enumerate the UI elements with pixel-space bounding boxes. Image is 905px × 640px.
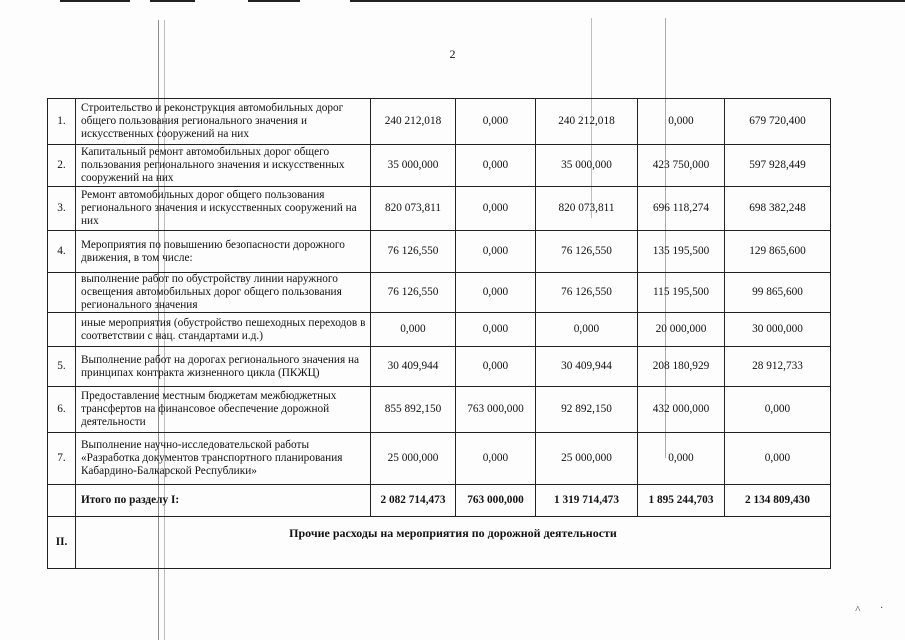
- total-row-number: [48, 485, 76, 517]
- row-value-v3: 35 000,000: [536, 145, 638, 187]
- row-name: Выполнение работ на дорогах регионального значения на принципах контракта жизненного цикла (ПКЖЦ): [76, 347, 371, 387]
- row-name: выполнение работ по обустройству линии наружного освещения автомобильных дорог общего пользования регионального значения: [76, 273, 371, 313]
- row-number: 6.: [48, 387, 76, 433]
- row-number: 4.: [48, 231, 76, 273]
- scan-speck: ·: [880, 603, 884, 614]
- row-value-v5: 698 382,248: [725, 187, 831, 231]
- row-value-v2: 0,000: [456, 145, 536, 187]
- table-row: [48, 387, 831, 433]
- row-value-v3: 25 000,000: [536, 433, 638, 485]
- table-row: [48, 433, 831, 485]
- scan-artifact-line: [150, 0, 195, 2]
- section-number: II.: [48, 517, 76, 569]
- row-value-v4: 432 000,000: [638, 387, 725, 433]
- row-name: Предоставление местным бюджетам межбюджетных трансфертов на финансовое обеспечение дорожной деятельности: [76, 387, 371, 433]
- row-value-v5: 0,000: [725, 387, 831, 433]
- row-name: Капитальный ремонт автомобильных дорог общего пользования регионального значения и искусственных сооружений на них: [76, 145, 371, 187]
- total-value-v3: 1 319 714,473: [536, 485, 638, 517]
- scan-artifact-line: [60, 0, 130, 2]
- row-value-v2: 0,000: [456, 313, 536, 347]
- row-number: 3.: [48, 187, 76, 231]
- row-value-v2: 0,000: [456, 273, 536, 313]
- row-value-v1: 76 126,550: [371, 231, 456, 273]
- row-value-v4: 0,000: [638, 99, 725, 145]
- total-row: [48, 485, 831, 517]
- row-value-v1: 35 000,000: [371, 145, 456, 187]
- total-value-v2: 763 000,000: [456, 485, 536, 517]
- row-value-v4: 696 118,274: [638, 187, 725, 231]
- row-name: Ремонт автомобильных дорог общего пользования регионального значения и искусственных сооружений на них: [76, 187, 371, 231]
- row-name: иные мероприятия (обустройство пешеходных переходов в соответствии с нац. стандартами и.д.): [76, 313, 371, 347]
- row-value-v4: 423 750,000: [638, 145, 725, 187]
- row-value-v4: 115 195,500: [638, 273, 725, 313]
- row-name: Мероприятия по повышению безопасности дорожного движения, в том числе:: [76, 231, 371, 273]
- row-value-v3: 30 409,944: [536, 347, 638, 387]
- scan-artifact-line: [350, 0, 905, 2]
- row-value-v2: 0,000: [456, 433, 536, 485]
- row-value-v4: 208 180,929: [638, 347, 725, 387]
- table-row: [48, 273, 831, 313]
- page-number: 2: [449, 47, 456, 61]
- table-row: [48, 347, 831, 387]
- row-value-v3: 76 126,550: [536, 231, 638, 273]
- row-value-v5: 679 720,400: [725, 99, 831, 145]
- total-value-v1: 2 082 714,473: [371, 485, 456, 517]
- section-row: [48, 517, 831, 569]
- row-value-v2: 763 000,000: [456, 387, 536, 433]
- scan-speck: ˄: [855, 604, 861, 615]
- total-label: Итого по разделу I:: [76, 485, 371, 517]
- table-row: [48, 231, 831, 273]
- row-number: [48, 313, 76, 347]
- row-value-v1: 0,000: [371, 313, 456, 347]
- row-value-v5: 99 865,600: [725, 273, 831, 313]
- row-value-v1: 76 126,550: [371, 273, 456, 313]
- table-row: [48, 145, 831, 187]
- row-value-v1: 30 409,944: [371, 347, 456, 387]
- row-name: Строительство и реконструкция автомобильных дорог общего пользования регионального значения и искусственных сооружений на них: [76, 99, 371, 145]
- scan-artifact-line: [248, 0, 300, 2]
- row-value-v5: 597 928,449: [725, 145, 831, 187]
- row-value-v2: 0,000: [456, 187, 536, 231]
- row-value-v4: 0,000: [638, 433, 725, 485]
- total-value-v4: 1 895 244,703: [638, 485, 725, 517]
- row-value-v2: 0,000: [456, 231, 536, 273]
- row-value-v3: 92 892,150: [536, 387, 638, 433]
- row-value-v5: 0,000: [725, 433, 831, 485]
- row-name: Выполнение научно-исследовательской работы «Разработка документов транспортного планирования Кабардино-Балкарской Республики»: [76, 433, 371, 485]
- row-value-v1: 25 000,000: [371, 433, 456, 485]
- row-number: 7.: [48, 433, 76, 485]
- row-value-v4: 135 195,500: [638, 231, 725, 273]
- row-number: 2.: [48, 145, 76, 187]
- row-value-v2: 0,000: [456, 347, 536, 387]
- row-value-v3: 0,000: [536, 313, 638, 347]
- row-value-v1: 240 212,018: [371, 99, 456, 145]
- row-value-v5: 28 912,733: [725, 347, 831, 387]
- table-row: [48, 313, 831, 347]
- total-value-v5: 2 134 809,430: [725, 485, 831, 517]
- row-value-v5: 129 865,600: [725, 231, 831, 273]
- section-title: Прочие расходы на мероприятия по дорожной деятельности: [76, 517, 831, 569]
- row-value-v3: 76 126,550: [536, 273, 638, 313]
- row-value-v1: 855 892,150: [371, 387, 456, 433]
- table-row: [48, 187, 831, 231]
- row-value-v3: 820 073,811: [536, 187, 638, 231]
- row-value-v5: 30 000,000: [725, 313, 831, 347]
- row-value-v3: 240 212,018: [536, 99, 638, 145]
- row-number: [48, 273, 76, 313]
- row-value-v4: 20 000,000: [638, 313, 725, 347]
- budget-table: [47, 98, 831, 569]
- row-value-v1: 820 073,811: [371, 187, 456, 231]
- table-row: [48, 99, 831, 145]
- row-number: 1.: [48, 99, 76, 145]
- row-value-v2: 0,000: [456, 99, 536, 145]
- row-number: 5.: [48, 347, 76, 387]
